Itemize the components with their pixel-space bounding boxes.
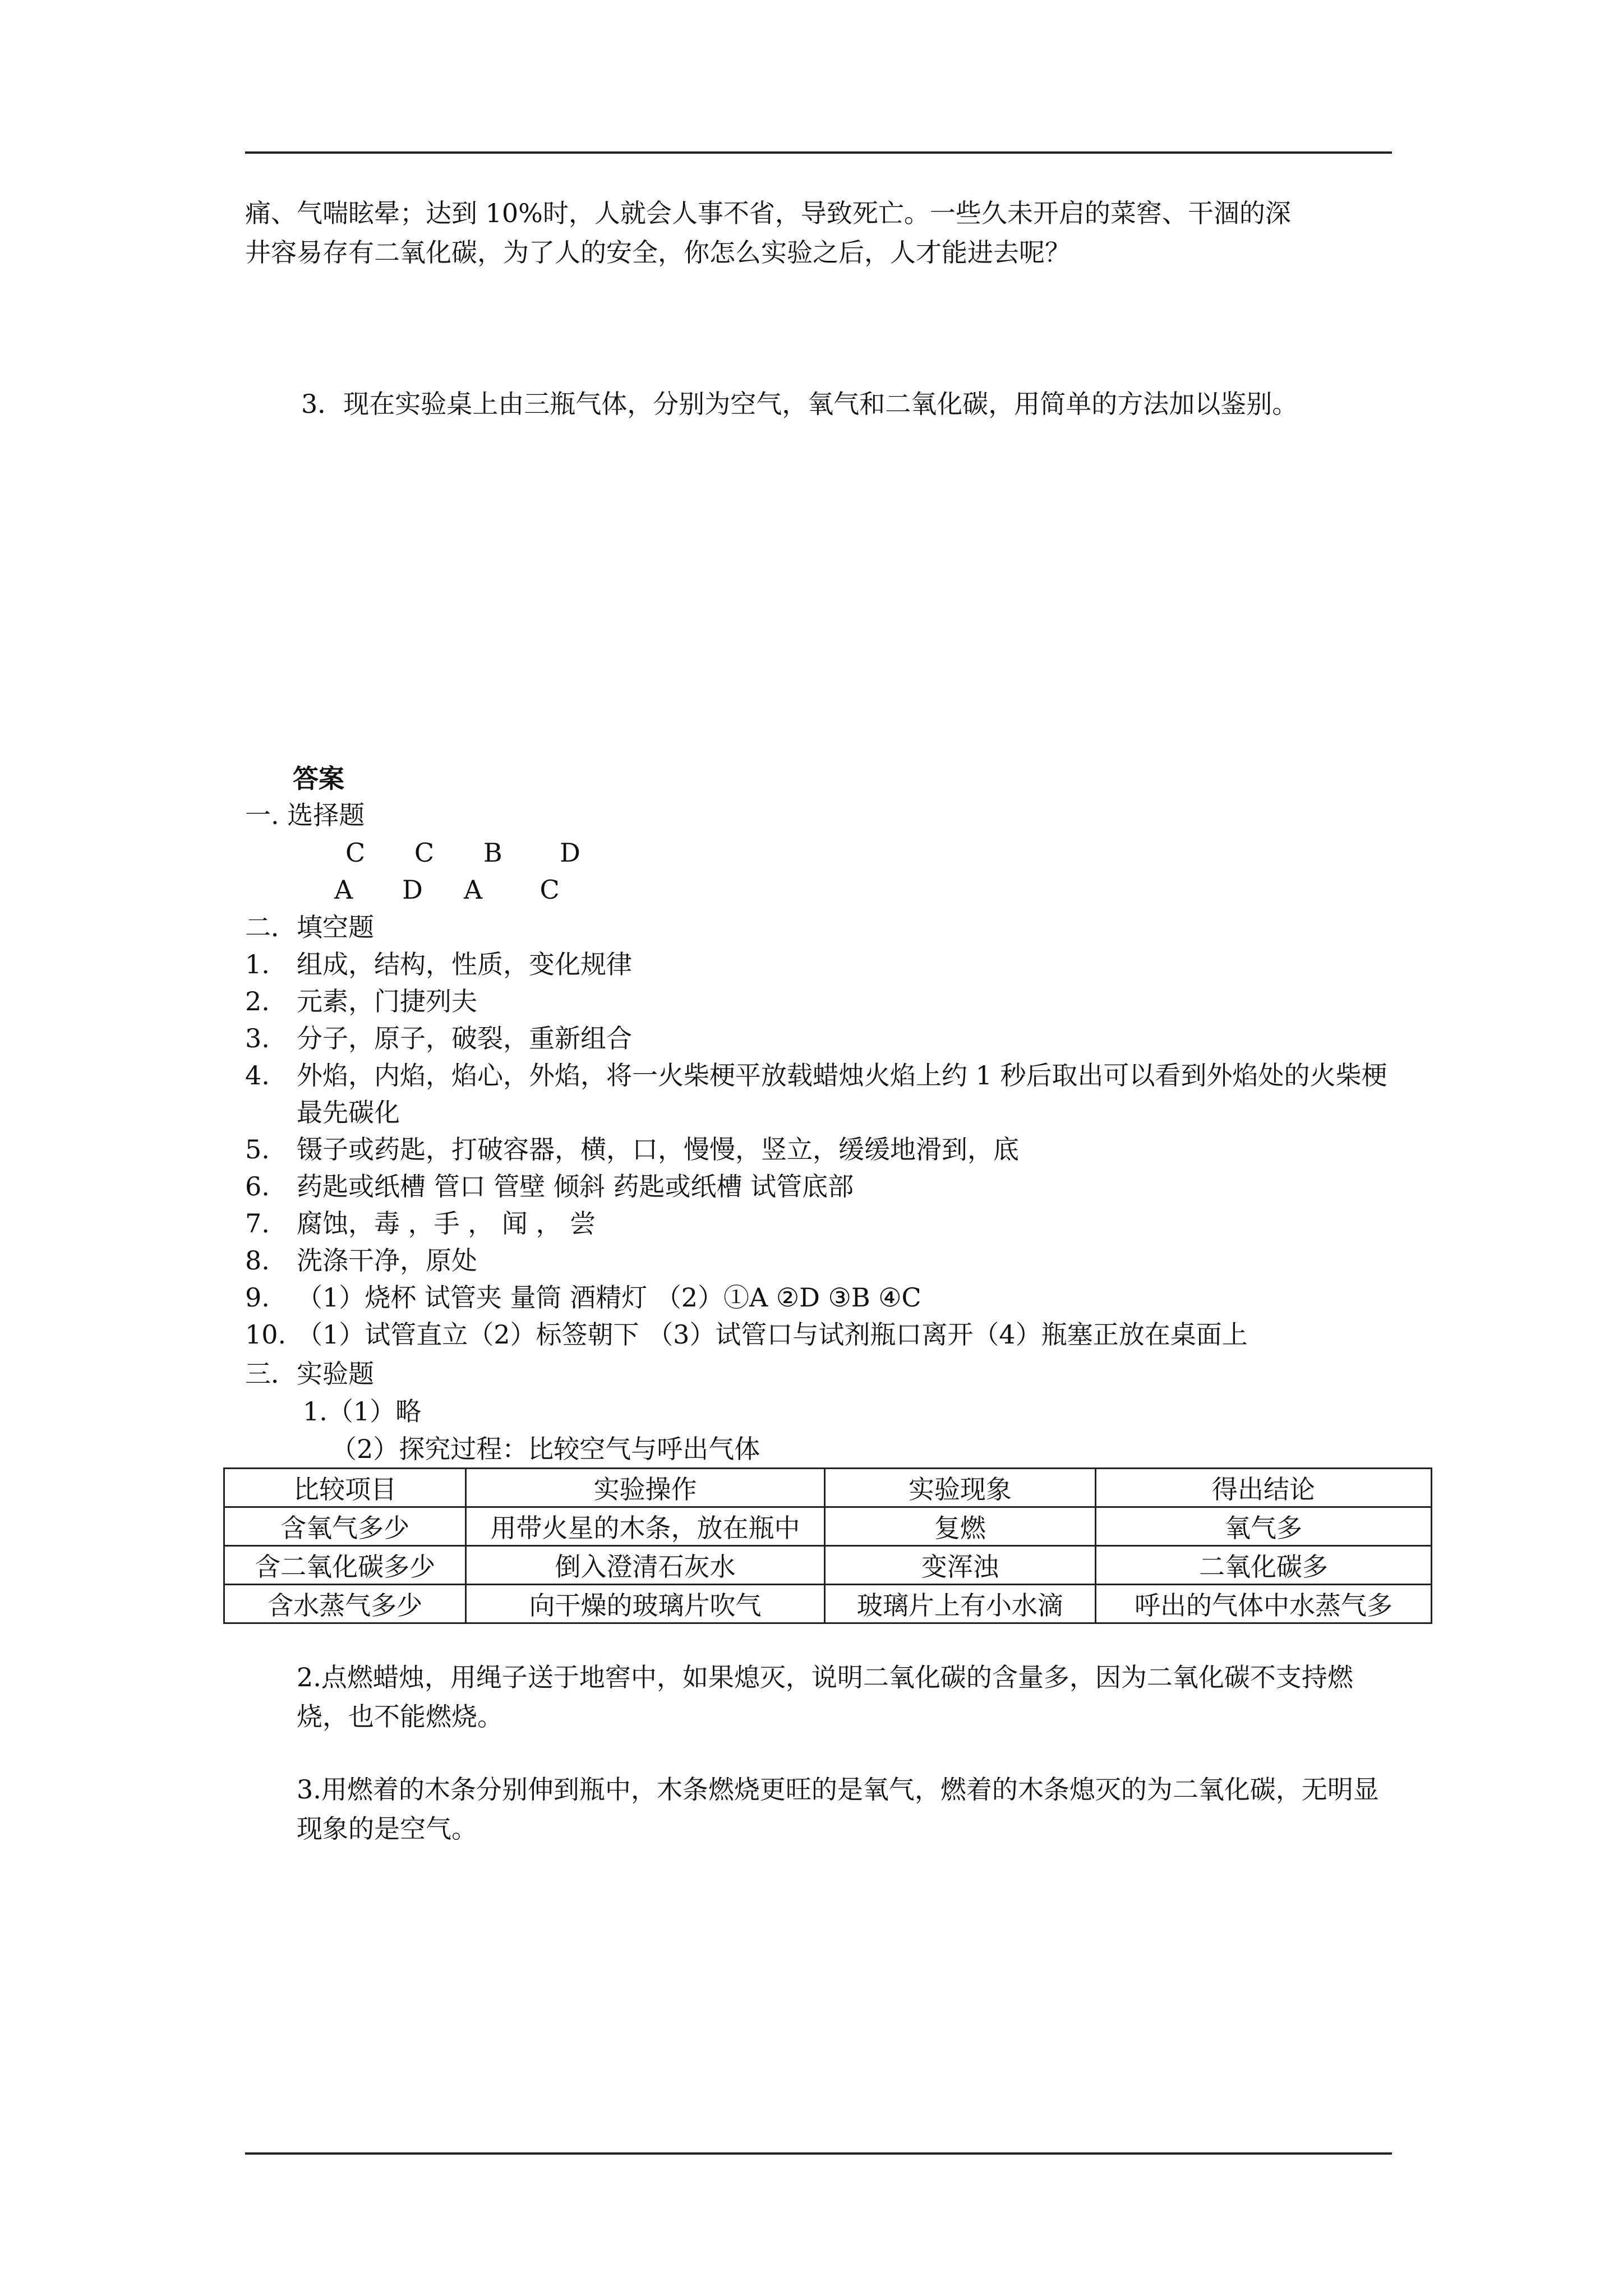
table-cell: 二氧化碳多 (1095, 1546, 1431, 1585)
table-cell: 变浑浊 (824, 1546, 1095, 1585)
table-row (224, 1507, 1432, 1546)
list-item (245, 1316, 1392, 1353)
table-cell: 含水蒸气多少 (224, 1585, 466, 1623)
list-item (245, 946, 1392, 983)
table-cell: 含氧气多少 (224, 1507, 466, 1546)
list-item (245, 1279, 1392, 1316)
list-item (245, 983, 1392, 1020)
list-item (245, 1168, 1392, 1205)
item-text: 组成，结构，性质，变化规律 (297, 949, 632, 979)
table-header: 比较项目 (224, 1469, 466, 1507)
item-text: （1）烧杯 试管夹 量筒 酒精灯 （2）①A ②D ③B ④C (297, 1282, 921, 1313)
footer-rule (245, 2152, 1392, 2155)
table-row (224, 1585, 1432, 1623)
item-number: 1. (245, 949, 270, 979)
comparison-table (223, 1467, 1432, 1624)
section-1-label: 一. 选择题 (245, 800, 365, 830)
fill-in-answers (245, 946, 1392, 1353)
table-cell: 复燃 (824, 1507, 1095, 1546)
item-text: 洗涤干净，原处 (297, 1245, 477, 1276)
question-line-1: 痛、气喘眩晕；达到 10%时，人就会人事不省，导致死亡。一些久未开启的菜窖、干涸的深 (245, 198, 1291, 228)
answers-title: 答案 (293, 763, 344, 794)
item-text: 腐蚀，毒 ，手 ， 闻 ， 尝 (297, 1208, 596, 1239)
experiment-item-1: 1.（1）略 (303, 1396, 422, 1427)
table-header: 实验操作 (466, 1469, 824, 1507)
list-item (245, 1205, 1392, 1242)
list-item (245, 1131, 1392, 1168)
table-cell: 玻璃片上有小水滴 (824, 1585, 1095, 1623)
table-header-row (224, 1469, 1432, 1507)
question-3 (245, 384, 1423, 424)
item-number: 6. (245, 1171, 270, 1202)
item-number: 9. (245, 1282, 270, 1313)
table-header: 实验现象 (824, 1469, 1095, 1507)
header-rule (245, 151, 1392, 154)
table-cell: 倒入澄清石灰水 (466, 1546, 824, 1585)
section-3-label: 三．实验题 (245, 1359, 374, 1389)
choice-answers-row-2: A D A C (334, 875, 560, 905)
section-2-label: 二．填空题 (245, 912, 374, 942)
experiment-item-3 (245, 1770, 1392, 1848)
item-text: 药匙或纸槽 管口 管壁 倾斜 药匙或纸槽 试管底部 (297, 1171, 854, 1202)
item-text: 外焰，内焰，焰心，外焰，将一火柴梗平放载蜡烛火焰上约 1 秒后取出可以看到外焰处的火柴梗最先碳化 (297, 1060, 1387, 1128)
item-number: 8. (245, 1245, 270, 1276)
list-item (245, 1057, 1392, 1131)
item-number: 7. (245, 1208, 270, 1239)
table-cell: 向干燥的玻璃片吹气 (466, 1585, 824, 1623)
table-cell: 呼出的气体中水蒸气多 (1095, 1585, 1431, 1623)
experiment-item-2 (245, 1658, 1392, 1736)
item-text: 镊子或药匙，打破容器，横，口，慢慢，竖立，缓缓地滑到，底 (297, 1134, 1019, 1165)
table-cell: 含二氧化碳多少 (224, 1546, 466, 1585)
item-number: 5. (245, 1134, 270, 1165)
experiment-item-2-text: 2.点燃蜡烛，用绳子送于地窖中，如果熄灭，说明二氧化碳的含量多，因为二氧化碳不支持燃烧，也不能燃烧。 (297, 1662, 1353, 1732)
list-item (245, 1020, 1392, 1057)
table-cell: 氧气多 (1095, 1507, 1431, 1546)
item-text: 分子，原子，破裂，重新组合 (297, 1023, 632, 1053)
choice-answers-row-1: C C B D (345, 838, 580, 868)
question-3-text: 3．现在实验桌上由三瓶气体，分别为空气，氧气和二氧化碳，用简单的方法加以鉴别。 (301, 389, 1298, 419)
item-number: 4. (245, 1060, 270, 1091)
list-item (245, 1242, 1392, 1279)
table-cell: 用带火星的木条，放在瓶中 (466, 1507, 824, 1546)
table-row (224, 1546, 1432, 1585)
experiment-item-3-text: 3.用燃着的木条分别伸到瓶中，木条燃烧更旺的是氧气，燃着的木条熄灭的为二氧化碳，无明显现象的是空气。 (297, 1774, 1379, 1844)
question-continued (245, 194, 1392, 272)
item-text: （1）试管直立（2）标签朝下 （3）试管口与试剂瓶口离开（4）瓶塞正放在桌面上 (297, 1319, 1248, 1350)
table-header: 得出结论 (1095, 1469, 1431, 1507)
item-number: 2. (245, 986, 270, 1016)
item-text: 元素，门捷列夫 (297, 986, 477, 1016)
experiment-item-1-2: （2）探究过程：比较空气与呼出气体 (331, 1434, 760, 1464)
item-number: 3. (245, 1023, 270, 1053)
item-number: 10. (245, 1319, 287, 1350)
question-line-2: 井容易存有二氧化碳，为了人的安全，你怎么实验之后，人才能进去呢？ (245, 237, 1071, 268)
